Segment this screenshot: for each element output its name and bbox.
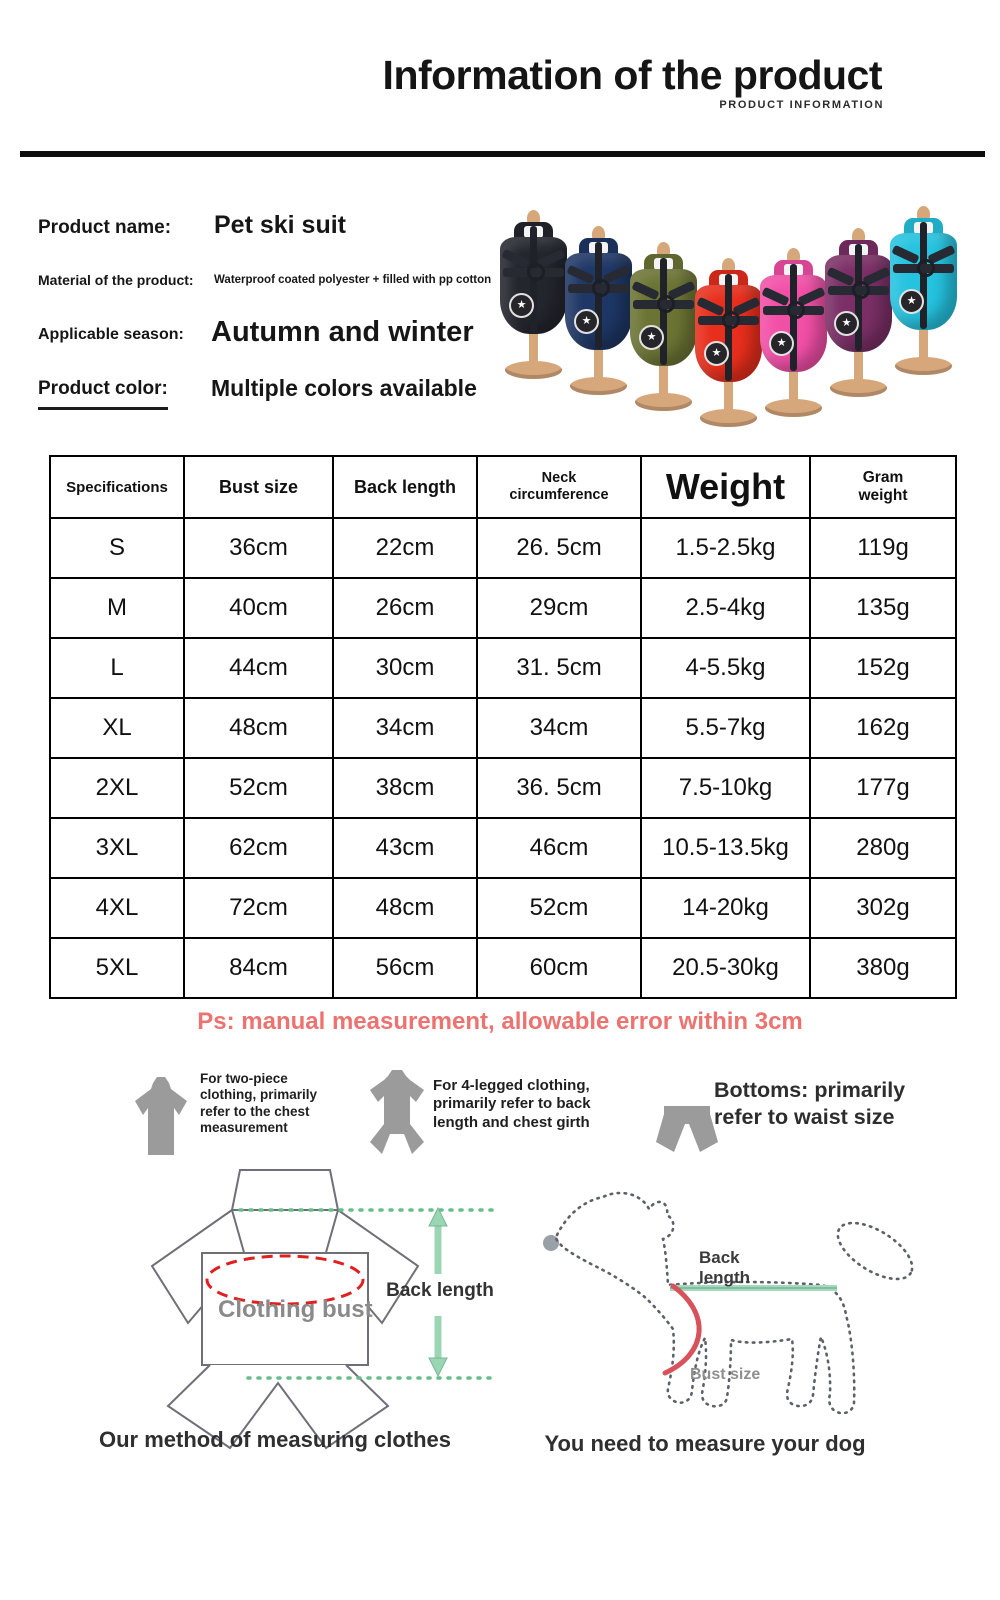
table-cell: 119g <box>810 518 956 578</box>
table-row <box>50 638 956 698</box>
table-cell: 3XL <box>50 818 184 878</box>
table-cell: 5.5-7kg <box>641 698 810 758</box>
table-header-cell: Neck circumference <box>477 456 641 518</box>
pet-vest-army-green <box>627 242 699 414</box>
table-cell: 52cm <box>184 758 333 818</box>
harness-strap <box>631 281 659 301</box>
page-subtitle: PRODUCT INFORMATION <box>719 99 884 111</box>
product-photo <box>497 196 997 446</box>
table-cell: 44cm <box>184 638 333 698</box>
table-cell: L <box>50 638 184 698</box>
harness-ring <box>787 301 805 319</box>
table-row <box>50 818 956 878</box>
harness-strap <box>566 265 594 285</box>
pet-vest-purple <box>822 228 894 400</box>
table-row <box>50 518 956 578</box>
harness-strap <box>891 245 919 265</box>
table-cell: 84cm <box>184 938 333 998</box>
table-cell: 2.5-4kg <box>641 578 810 638</box>
table-cell: S <box>50 518 184 578</box>
table-cell: 48cm <box>184 698 333 758</box>
table-cell: 36cm <box>184 518 333 578</box>
table-cell: 135g <box>810 578 956 638</box>
table-cell: 2XL <box>50 758 184 818</box>
vest-body <box>825 255 892 352</box>
stand-base <box>505 361 562 379</box>
harness-ring <box>592 279 610 297</box>
vest-body <box>630 269 697 366</box>
product-color-value: Multiple colors available <box>211 375 477 401</box>
table-cell: 52cm <box>477 878 641 938</box>
pet-vest-black <box>497 210 569 382</box>
bottoms-icon <box>656 1104 718 1152</box>
table-row <box>50 758 956 818</box>
table-cell: 72cm <box>184 878 333 938</box>
table-cell: 38cm <box>333 758 477 818</box>
star-badge-icon: ★ <box>574 309 599 334</box>
table-cell: 1.5-2.5kg <box>641 518 810 578</box>
vest-body <box>565 253 632 350</box>
table-cell: 48cm <box>333 878 477 938</box>
harness-ring <box>722 311 740 329</box>
dog-tail <box>829 1212 915 1290</box>
table-header-cell: Specifications <box>50 456 184 518</box>
table-header-cell: Back length <box>333 456 477 518</box>
table-header-cell: Gram weight <box>810 456 956 518</box>
table-cell: 152g <box>810 638 956 698</box>
vest-body <box>500 237 567 334</box>
clothing-back-length-label: Back length <box>386 1280 494 1301</box>
harness-ring <box>852 281 870 299</box>
table-cell: 5XL <box>50 938 184 998</box>
harness-strap <box>761 287 789 307</box>
pet-vest-red <box>692 258 764 430</box>
dog-bust-arc <box>665 1286 699 1373</box>
table-cell: 380g <box>810 938 956 998</box>
table-cell: 34cm <box>333 698 477 758</box>
table-cell: 30cm <box>333 638 477 698</box>
table-cell: 4-5.5kg <box>641 638 810 698</box>
table-cell: 14-20kg <box>641 878 810 938</box>
harness-ring <box>657 295 675 313</box>
pet-vest-rose-pink <box>757 248 829 420</box>
measurement-note: Ps: manual measurement, allowable error within 3cm <box>197 1008 803 1035</box>
table-cell: 62cm <box>184 818 333 878</box>
table-cell: 4XL <box>50 878 184 938</box>
table-header-row <box>50 456 956 518</box>
vest-body <box>890 233 957 330</box>
harness-ring <box>527 263 545 281</box>
tip-bottoms-text: Bottoms: primarily refer to waist size <box>714 1078 906 1129</box>
table-cell: 10.5-13.5kg <box>641 818 810 878</box>
harness-strap <box>826 267 854 287</box>
star-badge-icon: ★ <box>509 293 534 318</box>
table-cell: 46cm <box>477 818 641 878</box>
size-table <box>49 455 957 999</box>
table-cell: 36. 5cm <box>477 758 641 818</box>
table-header-cell: Bust size <box>184 456 333 518</box>
table-cell: 40cm <box>184 578 333 638</box>
table-row <box>50 878 956 938</box>
star-badge-icon: ★ <box>899 289 924 314</box>
table-cell: 43cm <box>333 818 477 878</box>
tip-two-piece-text: For two-piece clothing, primarily refer to the chest measurement <box>200 1071 318 1136</box>
stand-base <box>570 377 627 395</box>
tip-four-legged-text: For 4-legged clothing, primarily refer to back length and chest girth <box>433 1077 591 1131</box>
product-color-label: Product color: <box>38 378 168 410</box>
table-row <box>50 698 956 758</box>
table-cell: 177g <box>810 758 956 818</box>
pet-vest-navy <box>562 226 634 398</box>
table-cell: 26cm <box>333 578 477 638</box>
star-badge-icon: ★ <box>769 331 794 356</box>
table-cell: 7.5-10kg <box>641 758 810 818</box>
page-title: Information of the product <box>382 52 882 98</box>
two-piece-garment-icon <box>133 1076 189 1156</box>
star-badge-icon: ★ <box>639 325 664 350</box>
season-label: Applicable season: <box>38 326 184 343</box>
dog-diagram-caption: You need to measure your dog <box>544 1431 866 1456</box>
table-cell: 302g <box>810 878 956 938</box>
stand-base <box>635 393 692 411</box>
table-cell: 29cm <box>477 578 641 638</box>
material-label: Material of the product: <box>38 272 194 288</box>
stand-base <box>700 409 757 427</box>
table-cell: 60cm <box>477 938 641 998</box>
harness-strap <box>501 249 529 269</box>
stand-base <box>765 399 822 417</box>
four-legged-garment-icon <box>366 1068 428 1160</box>
table-cell: 280g <box>810 818 956 878</box>
dog-measure-diagram <box>505 1155 915 1455</box>
product-name-label: Product name: <box>38 217 172 238</box>
table-cell: M <box>50 578 184 638</box>
star-badge-icon: ★ <box>834 311 859 336</box>
harness-ring <box>917 259 935 277</box>
clothing-bust-label: Clothing bust <box>218 1296 373 1323</box>
divider-line <box>20 151 985 157</box>
table-header-cell: Weight <box>641 456 810 518</box>
table-cell: XL <box>50 698 184 758</box>
pet-vest-lake-blue <box>887 206 959 378</box>
table-cell: 31. 5cm <box>477 638 641 698</box>
vest-body <box>695 285 762 382</box>
clothing-diagram-caption: Our method of measuring clothes <box>98 1427 452 1452</box>
table-row <box>50 938 956 998</box>
table-cell: 34cm <box>477 698 641 758</box>
table-cell: 56cm <box>333 938 477 998</box>
table-cell: 20.5-30kg <box>641 938 810 998</box>
harness-strap <box>696 297 724 317</box>
season-value: Autumn and winter <box>211 316 474 348</box>
product-name-value: Pet ski suit <box>214 211 346 239</box>
star-badge-icon: ★ <box>704 341 729 366</box>
table-cell: 26. 5cm <box>477 518 641 578</box>
material-value: Waterproof coated polyester + filled with pp cotton <box>214 274 492 286</box>
size-table-body <box>50 518 956 998</box>
dog-bust-size-label: Bust size <box>690 1366 761 1383</box>
stand-base <box>895 357 952 375</box>
table-cell: 162g <box>810 698 956 758</box>
vest-body <box>760 275 827 372</box>
table-row <box>50 578 956 638</box>
table-cell: 22cm <box>333 518 477 578</box>
dog-back-length-label: Back length <box>699 1248 750 1287</box>
stand-base <box>830 379 887 397</box>
